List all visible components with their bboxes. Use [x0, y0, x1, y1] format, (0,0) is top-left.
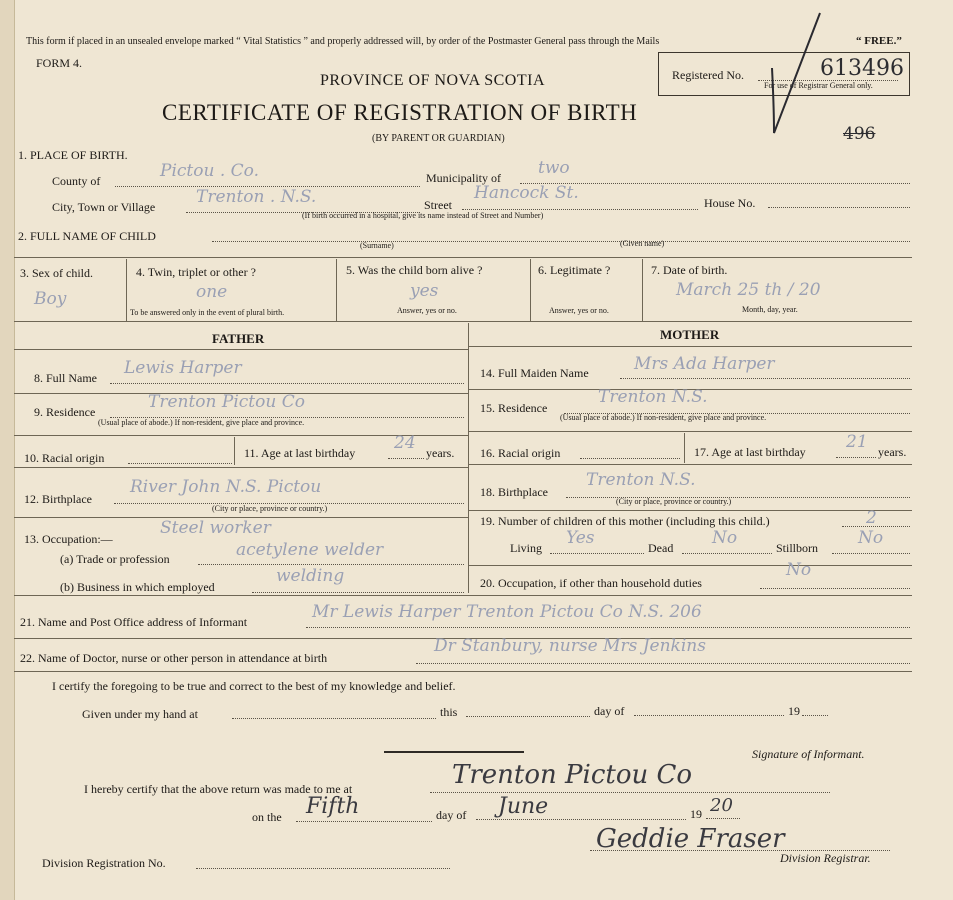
mail-notice-free: “ FREE.”: [856, 35, 902, 47]
legitimate-note: Answer, yes or no.: [549, 306, 609, 315]
father-occupation-label: 13. Occupation:—: [24, 532, 113, 546]
divider: [14, 257, 912, 258]
signature-of-informant-caption: Signature of Informant.: [752, 747, 865, 761]
dead-value: No: [712, 528, 738, 548]
registrar-check-mark: [760, 8, 830, 138]
stillborn-value: No: [858, 528, 884, 548]
county-label: County of: [52, 174, 101, 188]
date-of-birth-value: March 25 th / 20: [676, 280, 821, 300]
province-title: PROVINCE OF NOVA SCOTIA: [320, 72, 546, 89]
registrar-signature: Geddie Fraser: [596, 824, 785, 854]
child-name-label: 2. FULL NAME OF CHILD: [18, 229, 156, 243]
mother-residence-note: (Usual place of abode.) If non-resident, give place and province.: [560, 413, 767, 422]
return-made-label: I hereby certify that the above return was made to me at: [84, 782, 353, 796]
father-years-label: years.: [426, 446, 455, 460]
born-alive-value: yes: [410, 281, 439, 301]
living-value: Yes: [566, 528, 595, 548]
date-of-birth-note: Month, day, year.: [742, 305, 798, 314]
business-value: welding: [276, 566, 345, 586]
given-name-caption: (Given name): [620, 239, 665, 248]
plurality-note: To be answered only in the event of plural birth.: [130, 308, 285, 317]
mother-age-label: 17. Age at last birthday: [694, 445, 806, 459]
divider: [14, 321, 912, 322]
registered-number: 613496: [820, 56, 904, 81]
born-alive-label: 5. Was the child born alive ?: [346, 263, 483, 277]
document-title: CERTIFICATE OF REGISTRATION OF BIRTH: [162, 100, 638, 125]
hospital-note: (If birth occurred in a hospital, give its name instead of Street and Number): [302, 211, 544, 220]
city-value: Trenton . N.S.: [196, 187, 317, 207]
binding-strip: [0, 0, 15, 900]
division-registrar-caption: Division Registrar.: [780, 851, 871, 865]
municipality-label: Municipality of: [426, 171, 501, 185]
county-value: Pictou . Co.: [160, 161, 259, 181]
street-label: Street: [424, 198, 452, 212]
attendant-value: Dr Stanbury, nurse Mrs Jenkins: [434, 636, 706, 656]
informant-value: Mr Lewis Harper Trenton Pictou Co N.S. 206: [312, 602, 702, 622]
municipality-value: two: [538, 158, 570, 178]
father-birthplace-note: (City or place, province or country.): [212, 504, 328, 513]
mother-occupation-value: No: [786, 560, 812, 580]
informant-label: 21. Name and Post Office address of Informant: [20, 615, 248, 629]
mother-age-value: 21: [846, 432, 868, 452]
registered-note: For use of Registrar General only.: [764, 81, 873, 90]
living-label: Living: [510, 541, 542, 555]
stillborn-label: Stillborn: [776, 541, 819, 555]
place-of-birth-label: 1. PLACE OF BIRTH.: [18, 148, 128, 162]
children-count-value: 2: [866, 508, 877, 528]
mother-racial-origin-label: 16. Racial origin: [480, 446, 561, 460]
legitimate-label: 6. Legitimate ?: [538, 263, 611, 277]
division-registration-label: Division Registration No.: [42, 856, 166, 870]
surname-caption: (Surname): [360, 241, 394, 250]
mother-birthplace-label: 18. Birthplace: [480, 485, 548, 499]
mother-maiden-name-value: Mrs Ada Harper: [634, 354, 775, 374]
mother-heading: MOTHER: [660, 327, 720, 342]
business-label: (b) Business in which employed: [60, 580, 215, 594]
mother-maiden-name-label: 14. Full Maiden Name: [480, 366, 589, 380]
mother-birthplace-note: (City or place, province or country.): [616, 497, 732, 506]
father-birthplace-label: 12. Birthplace: [24, 492, 92, 506]
mail-notice: This form if placed in an unsealed envelope marked “ Vital Statistics ” and properly addressed will, by order of the Postmaster General pass through the Mails: [26, 36, 660, 47]
return-place-value: Trenton Pictou Co: [452, 760, 693, 790]
year-value: 20: [710, 795, 733, 816]
born-alive-note: Answer, yes or no.: [397, 306, 457, 315]
mother-occupation-label: 20. Occupation, if other than household duties: [480, 576, 702, 590]
dead-label: Dead: [648, 541, 674, 555]
trade-label: (a) Trade or profession: [60, 552, 170, 566]
father-residence-label: 9. Residence: [34, 405, 96, 419]
father-age-label: 11. Age at last birthday: [244, 446, 356, 460]
father-residence-value: Trenton Pictou Co: [148, 392, 305, 412]
father-birthplace-value: River John N.S. Pictou: [130, 477, 322, 497]
sex-value: Boy: [34, 289, 67, 309]
father-age-value: 24: [394, 433, 416, 453]
sex-label: 3. Sex of child.: [20, 266, 93, 280]
signature-line: [384, 751, 524, 753]
plurality-label: 4. Twin, triplet or other ?: [136, 265, 256, 279]
attendant-label: 22. Name of Doctor, nurse or other person in attendance at birth: [20, 651, 328, 665]
mother-residence-value: Trenton N.S.: [598, 387, 708, 407]
date-of-birth-label: 7. Date of birth.: [651, 263, 728, 277]
father-name-value: Lewis Harper: [124, 358, 242, 378]
on-the-label: on the: [252, 810, 282, 824]
document-subtitle: (BY PARENT OR GUARDIAN): [372, 133, 505, 144]
year-prefix-2: 19: [690, 807, 702, 821]
city-label: City, Town or Village: [52, 200, 156, 214]
day-of-label-2: day of: [436, 808, 467, 822]
year-prefix: 19: [788, 704, 800, 718]
column-divider: [468, 323, 469, 593]
house-number-label: House No.: [704, 196, 756, 210]
certify-statement: I certify the foregoing to be true and correct to the best of my knowledge and belief.: [52, 679, 456, 693]
children-count-label: 19. Number of children of this mother (including this child.): [480, 514, 770, 528]
father-name-label: 8. Full Name: [34, 371, 97, 385]
mother-residence-label: 15. Residence: [480, 401, 548, 415]
day-of-label: day of: [594, 704, 625, 718]
father-racial-origin-label: 10. Racial origin: [24, 451, 105, 465]
given-under-hand-label: Given under my hand at: [82, 707, 198, 721]
plurality-value: one: [196, 282, 228, 302]
street-value: Hancock St.: [474, 183, 579, 203]
father-residence-note: (Usual place of abode.) If non-resident, give place and province.: [98, 418, 305, 427]
father-heading: FATHER: [212, 331, 265, 346]
form-number: FORM 4.: [36, 56, 83, 70]
mother-birthplace-value: Trenton N.S.: [586, 470, 696, 490]
registered-label: Registered No.: [672, 68, 744, 82]
father-occupation-value: Steel worker: [160, 518, 271, 538]
day-value: Fifth: [306, 794, 360, 819]
mother-years-label: years.: [878, 445, 907, 459]
this-label: this: [440, 705, 458, 719]
trade-value: acetylene welder: [236, 540, 384, 560]
month-value: June: [498, 794, 549, 819]
page-stamp: 496: [843, 124, 876, 144]
